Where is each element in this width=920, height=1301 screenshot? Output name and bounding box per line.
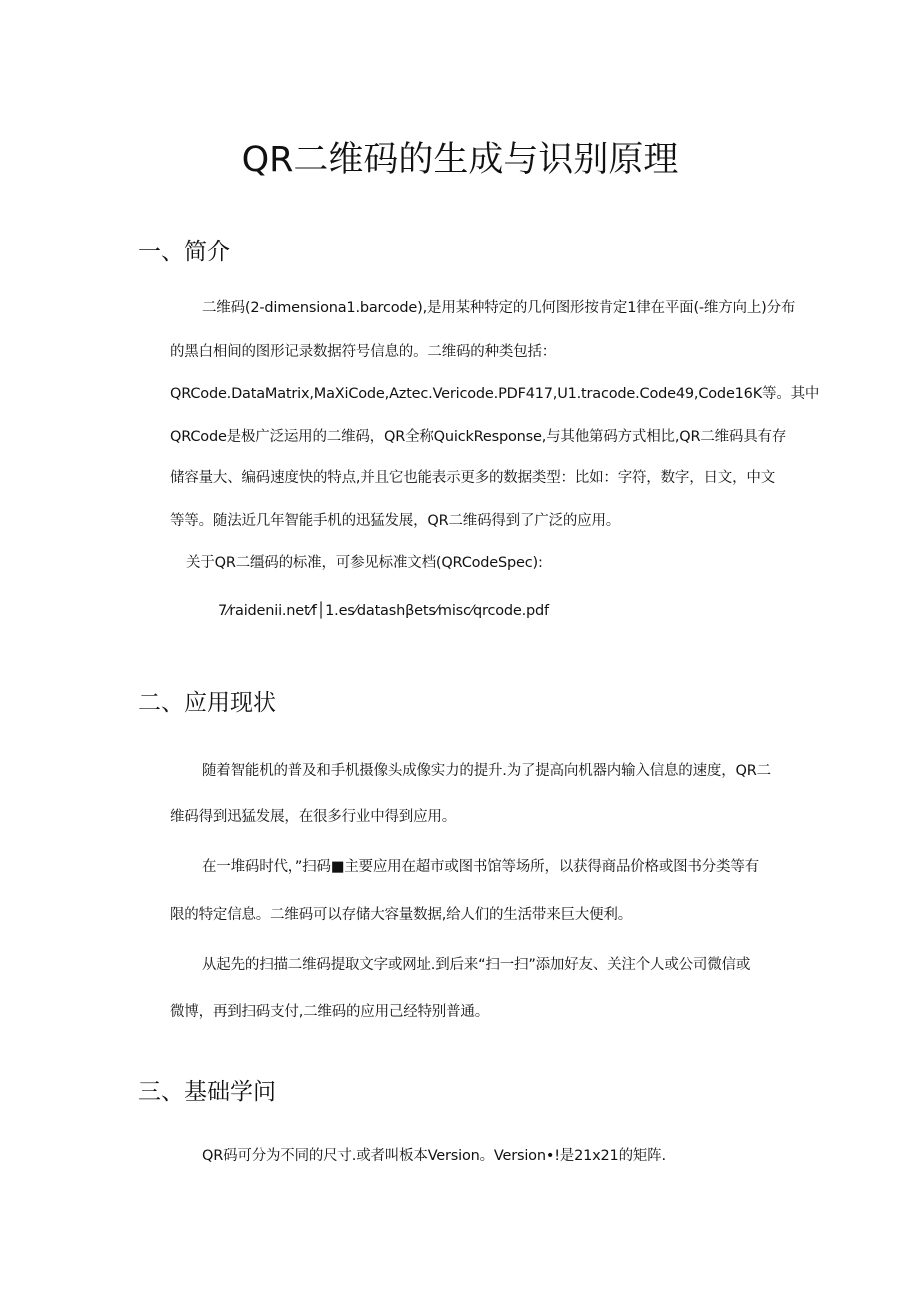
paragraph-line: 关于QR二缰码的标准，可参见标准文档(QRCodeSpec):: [186, 555, 543, 571]
paragraph-line: 储容量大、编码速度快的特点,并且它也能表示更多的数据类型：比如：字符，数字，日文，中文: [170, 470, 776, 486]
paragraph-line: 二维码(2-dimensiona1.barcode),是用某种特定的几何图形按肯定1律在平面(-维方向上)分布: [202, 300, 796, 316]
paragraph-line: 等等。随法近几年智能手机的迅猛发展，QR二维码得到了广泛的应用。: [170, 513, 621, 529]
section-heading-status: 二、应用现状: [138, 690, 276, 716]
paragraph-line: 维码得到迅猛发展，在很多行业中得到应用。: [170, 809, 456, 825]
document-title: QR二维码的生成与识别原理: [241, 140, 679, 180]
paragraph-line: QRCode.DataMatrix,MaXiCode,Aztec.Vericode.PDF417,U1.tracode.Code49,Code16K等。其中: [170, 386, 820, 402]
spec-url-text: 7⁄raidenii.net⁄f│1.es⁄datashβets⁄misc⁄qrcode.pdf: [218, 603, 549, 619]
paragraph-line: QR码可分为不同的尺寸.或者叫板本Version。Version•!是21x21的矩阵.: [202, 1148, 666, 1164]
paragraph-line: 限的特定信息。二维码可以存储大容量数据,给人们的生活带来巨大便利。: [170, 907, 633, 923]
paragraph-line: 在一堆码时代，”扫码■主要应用在超市或图书馆等场所，以获得商品价格或图书分类等有: [202, 859, 759, 875]
section-heading-intro: 一、简介: [138, 239, 230, 265]
paragraph-line: 随着智能机的普及和手机摄像头成像实力的提升.为了提高向机器内输入信息的速度，QR二: [202, 763, 771, 779]
paragraph-line: 从起先的扫描二维码提取文字或网址.到后来“扫一扫”添加好友、关注个人或公司微信或: [202, 957, 751, 973]
paragraph-line: 的黑白相间的图形记录数据符号信息的。二维码的种类包括：: [170, 344, 557, 360]
section-heading-basics: 三、基础学问: [138, 1079, 276, 1105]
paragraph-line: QRCode是极广泛运用的二维码，QR全称QuickResponse,与其他第码方式相比,QR二维码具有存: [170, 429, 787, 445]
paragraph-line: 微博，再到扫码支付,二维码的应用己经特别普通。: [170, 1004, 490, 1020]
